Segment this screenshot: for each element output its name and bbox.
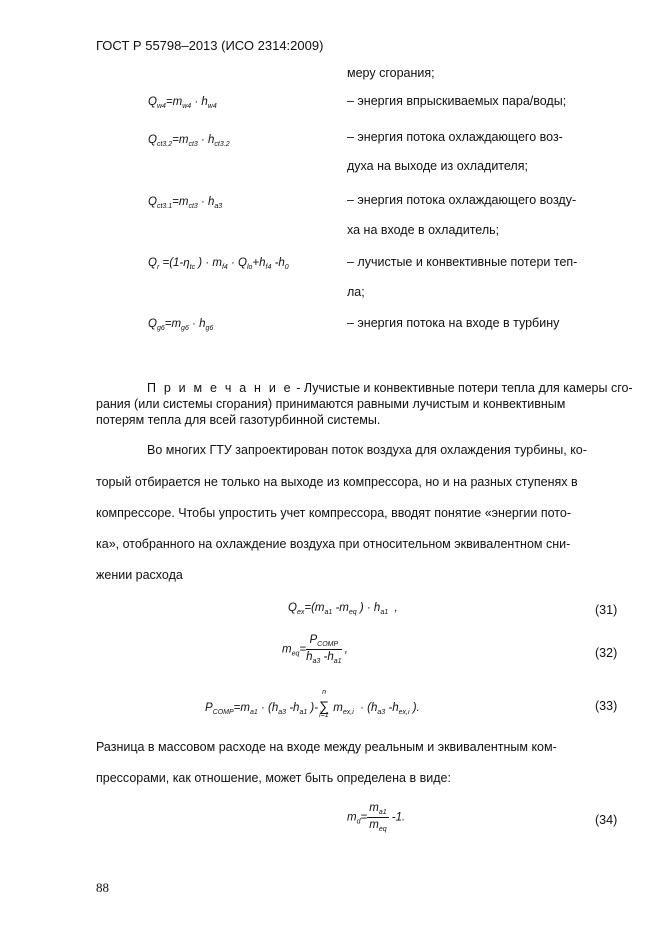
definition-desc-2b: духа на выходе из охладителя;: [347, 159, 528, 173]
note-line-1: [147, 381, 633, 395]
page-header: ГОСТ Р 55798–2013 (ИСО 2314:2009): [96, 38, 324, 53]
definition-desc-2a: – энергия потока охлаждающего воз-: [347, 130, 563, 144]
definition-desc-4a: – лучистые и конвективные потери теп-: [347, 255, 578, 269]
note-label: П р и м е ч а н и е: [147, 381, 293, 395]
equation-number-34: (34): [595, 813, 618, 827]
note-text-1: - Лучистые и конвективные потери тепла для камеры сго-: [292, 381, 633, 395]
equation-31: $Q_{ex}=(m_{a1}$ $-m_{eq}$ ) · $h_{a1}$ ,: [288, 602, 398, 616]
paragraph1-line-5: жении расхода: [96, 568, 183, 582]
page-number: 88: [96, 880, 109, 895]
equation-number-33: (33): [595, 699, 618, 713]
paragraph2-line-1: Разница в массовом расходе на входе между реальным и эквивалентным ком-: [96, 740, 557, 754]
definition-desc-4b: ла;: [347, 285, 365, 299]
definition-desc-3b: ха на входе в охладитель;: [347, 223, 500, 237]
note-line-3: потерям тепла для всей газотурбинной системы.: [96, 413, 381, 427]
paragraph1-line-2: торый отбирается не только на выходе из компрессора, но и на разных ступенях в: [96, 475, 578, 489]
formula-q-r: $Q_r =(1-\eta_{tc}$ ) · $m_{f4} \cdot Q_{lo}+h_{f4}$ $-h_0$: [148, 257, 289, 271]
definition-continuation: меру сгорания;: [347, 66, 435, 80]
formula-q-w4: $Q_{w4}=m_{w4} \cdot h_{w4}$: [148, 96, 217, 110]
paragraph1-line-3: компрессоре. Чтобы упростить учет компрессора, вводят понятие «энергии пото-: [96, 506, 571, 520]
formula-q-ct3-2: $Q_{ct3.2}=m_{ct3} \cdot h_{ct3.2}$: [148, 134, 230, 148]
definition-desc-3a: – энергия потока охлаждающего возду-: [347, 193, 577, 207]
equation-number-31: (31): [595, 603, 618, 617]
paragraph1-line-4: ка», отобранного на охлаждение воздуха при относительном эквивалентном сни-: [96, 537, 571, 551]
equation-32: $m_{eq}=$ $\frac{P_{COMP}}{h_{a3} -h_{a1}}$ ,: [282, 634, 348, 665]
formula-q-g6: $Q_{g6}=m_{g6} \cdot h_{g6}$: [148, 318, 214, 332]
equation-33: $P_{COMP}=m_{a1} \cdot (h_{a3}$ $-h_{a1}$ )-∑ n i=1 $m_{ex,i} \cdot (h_{a3}$ $-h_{ex,i}$ ).: [205, 689, 420, 719]
definition-desc-1: – энергия впрыскиваемых пара/воды;: [347, 94, 567, 108]
equation-34: $m_d=$ $\frac{m_{a1}}{m_{eq}}$ -1.: [347, 802, 406, 833]
paragraph2-line-2: прессорами, как отношение, может быть определена в виде:: [96, 771, 451, 785]
equation-number-32: (32): [595, 646, 618, 660]
paragraph1-line-1: Во многих ГТУ запроектирован поток воздуха для охлаждения турбины, ко-: [147, 443, 587, 457]
note-line-2: рания (или системы сгорания) принимаются равными лучистым и конвективным: [96, 397, 566, 411]
formula-q-ct3-1: $Q_{ct3.1}=m_{ct3} \cdot h_{a3}$: [148, 196, 223, 210]
definition-desc-5: – энергия потока на входе в турбину: [347, 316, 560, 330]
